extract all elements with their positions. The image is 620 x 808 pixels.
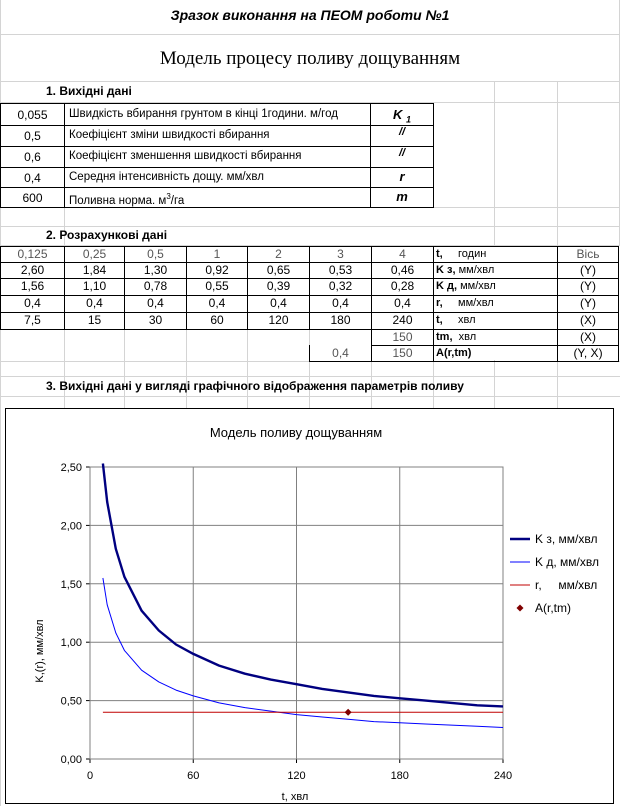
calc-cell: 0,25	[82, 247, 107, 261]
calc-cell: 15	[87, 313, 102, 327]
tm-label-unit: хвл	[452, 331, 477, 343]
calc-row-label-unit: хвл	[442, 314, 476, 326]
x-tick-label: 240	[493, 770, 513, 782]
table-border	[0, 103, 434, 104]
gridline	[557, 82, 558, 246]
input-value-rain-intensity: 0,4	[24, 171, 41, 185]
calc-row-label-unit: мм/хвл	[457, 280, 496, 292]
tm-value: 150	[392, 330, 413, 344]
gridline	[0, 396, 620, 397]
calc-cell: 0,4	[147, 296, 164, 310]
chart-svg	[6, 409, 613, 803]
calc-row-label	[436, 295, 556, 311]
a-tm-value: 150	[392, 346, 413, 360]
chart-grid	[61, 462, 513, 782]
gridline	[0, 34, 620, 35]
legend-label-2: r, мм/хвл	[535, 578, 598, 592]
tm-axis: (X)	[580, 330, 596, 344]
input-label-change-coef: Коефіцієнт зміни швидкості вбирання	[69, 129, 270, 141]
calc-row-label-unit: годин	[442, 248, 487, 260]
calc-cell: 0,4	[332, 296, 349, 310]
calc-cell: 1,84	[82, 263, 107, 277]
irrigation-norm-label-end: /га	[170, 194, 185, 207]
a-axis: (Y, X)	[573, 346, 603, 360]
calc-cell: 4	[399, 247, 406, 261]
section3-heading: 3. Вихідні дані у вигляді графічного відображення параметрів поливу	[46, 379, 464, 393]
calc-row-axis: (Y)	[580, 263, 596, 277]
calc-cell: 120	[268, 313, 289, 327]
chart-ylabel: K,(r), мм/хвл	[34, 619, 46, 683]
table-border	[309, 361, 619, 362]
calc-row-label	[436, 262, 556, 278]
calc-cell: 0,125	[17, 247, 48, 261]
calc-row-label-unit: мм/хвл	[442, 297, 494, 309]
calc-cell: 7,5	[24, 313, 41, 327]
calc-row-axis: (Y)	[580, 279, 596, 293]
gridline	[0, 226, 620, 227]
legend-label-0: K з, мм/хвл	[535, 532, 598, 546]
gridline	[186, 330, 187, 408]
calc-cell: 0,39	[266, 279, 291, 293]
symbol-k1-main: K	[392, 107, 403, 122]
chart-xlabel: t, хвл	[281, 791, 309, 803]
input-label-irrigation-norm	[69, 189, 369, 209]
y-tick-label: 1,50	[60, 578, 82, 591]
gridline	[309, 330, 310, 408]
page-title: Зразок виконання на ПЕОМ роботи №1	[170, 7, 450, 23]
input-label-decrease-coef: Коефіцієнт зменшення швидкості вбирання	[69, 150, 302, 162]
table-border	[0, 167, 434, 168]
calc-cell: 0,28	[390, 279, 415, 293]
calc-cell: 30	[148, 313, 163, 327]
series-line-1	[103, 578, 503, 728]
calc-row-label-bold: t,	[436, 248, 443, 260]
calc-cell: 2	[275, 247, 282, 261]
table-border	[64, 103, 65, 208]
calc-row-axis: (Y)	[580, 296, 596, 310]
table-border	[618, 246, 619, 362]
table-border	[433, 103, 434, 208]
input-label-k1: Швидкість вбирання грунтом в кінці 1години. м/год	[69, 108, 338, 120]
calc-row-label-bold: K д,	[436, 280, 458, 292]
calc-cell: 0,53	[328, 263, 353, 277]
legend-point-marker	[517, 605, 524, 612]
section1-heading: 1. Вихідні дані	[46, 84, 132, 98]
table-border	[0, 125, 434, 126]
calc-cell: 0,4	[208, 296, 226, 310]
chart-container	[5, 408, 614, 804]
chart-title: Модель поливу дощуванням	[209, 425, 383, 440]
calc-cell: 0,78	[143, 279, 168, 293]
calc-cell: 0,92	[205, 263, 229, 277]
calc-cell: 0,4	[394, 296, 411, 310]
irrigation-norm-label-sup: 3	[166, 192, 171, 201]
calc-cell: 0,46	[390, 263, 415, 277]
input-label-rain-intensity: Середня інтенсивність дощу. мм/хвл	[69, 171, 264, 183]
legend-point-label: A(r,tm)	[535, 601, 571, 615]
gridline	[64, 330, 65, 408]
calc-cell: 240	[392, 313, 413, 327]
gridline	[557, 360, 558, 408]
input-value-change-coef: 0,5	[24, 129, 41, 143]
x-tick-label: 180	[390, 770, 409, 782]
calc-cell: 180	[330, 313, 351, 327]
y-tick-label: 2,50	[60, 462, 82, 474]
gridline	[494, 360, 495, 408]
calc-cell: 0,55	[205, 279, 229, 293]
calc-row-label-unit: мм/хвл	[455, 264, 495, 276]
calc-cell: 1,56	[20, 279, 45, 293]
a-label: A(r,tm)	[436, 347, 472, 359]
calc-cell: 3	[337, 247, 344, 261]
calc-cell: 0,4	[270, 296, 287, 310]
calc-cell: 2,60	[20, 263, 45, 277]
series-line-0	[103, 464, 503, 707]
calc-row-axis: Вісь	[576, 247, 600, 261]
calc-cell: 0,65	[266, 263, 291, 277]
calc-cell: 1	[213, 247, 221, 261]
calc-row-label-bold: K з,	[436, 264, 456, 276]
point-a-marker	[345, 709, 352, 716]
y-tick-label: 1,00	[60, 637, 82, 650]
y-tick-label: 2,00	[60, 520, 82, 533]
calc-cell: 0,4	[24, 296, 41, 310]
gridline	[247, 330, 248, 408]
table-border	[433, 246, 434, 362]
symbol-ditto-2: //	[398, 147, 406, 159]
chart-series	[103, 464, 503, 728]
calc-row-axis: (X)	[580, 313, 596, 327]
input-value-decrease-coef: 0,6	[24, 150, 41, 164]
y-tick-label: 0,00	[60, 754, 82, 766]
symbol-k1-sub: 1	[406, 114, 412, 125]
calc-row-label-bold: r,	[436, 297, 443, 309]
symbol-r: r	[399, 169, 405, 184]
table-border	[0, 187, 434, 188]
gridline	[494, 82, 495, 246]
chart-legend	[510, 532, 599, 615]
symbol-ditto-1: //	[398, 126, 406, 138]
tm-label-bold: tm,	[436, 331, 453, 343]
calc-row-label	[436, 312, 556, 328]
input-value-k1: 0,055	[17, 108, 48, 122]
x-tick-label: 120	[287, 770, 306, 782]
table-border	[0, 146, 434, 147]
calc-row-label	[436, 278, 556, 294]
gridline	[124, 330, 125, 408]
calc-cell: 0,5	[147, 247, 164, 261]
symbol-m: m	[396, 189, 408, 204]
calc-row-label	[436, 246, 556, 262]
legend-label-1: K д, мм/хвл	[535, 555, 599, 569]
calc-cell: 0,4	[86, 296, 103, 310]
tm-label	[436, 329, 556, 345]
calc-cell: 1,10	[82, 279, 107, 293]
a-r-value: 0,4	[332, 346, 349, 360]
x-tick-label: 60	[187, 770, 200, 782]
calc-row-label-bold: t,	[436, 314, 443, 326]
page-subtitle: Модель процесу поливу дощуванням	[159, 48, 461, 69]
x-tick-label: 0	[86, 770, 94, 782]
calc-cell: 1,30	[143, 263, 168, 277]
section2-heading: 2. Розрахункові дані	[46, 228, 168, 242]
irrigation-norm-label-text: Поливна норма. м	[69, 194, 167, 207]
input-value-irrigation-norm: 600	[22, 191, 43, 205]
y-tick-label: 0,50	[60, 695, 82, 708]
calc-cell: 0,32	[328, 279, 353, 293]
gridline	[0, 376, 620, 377]
calc-cell: 60	[210, 313, 224, 327]
gridline	[0, 81, 620, 82]
